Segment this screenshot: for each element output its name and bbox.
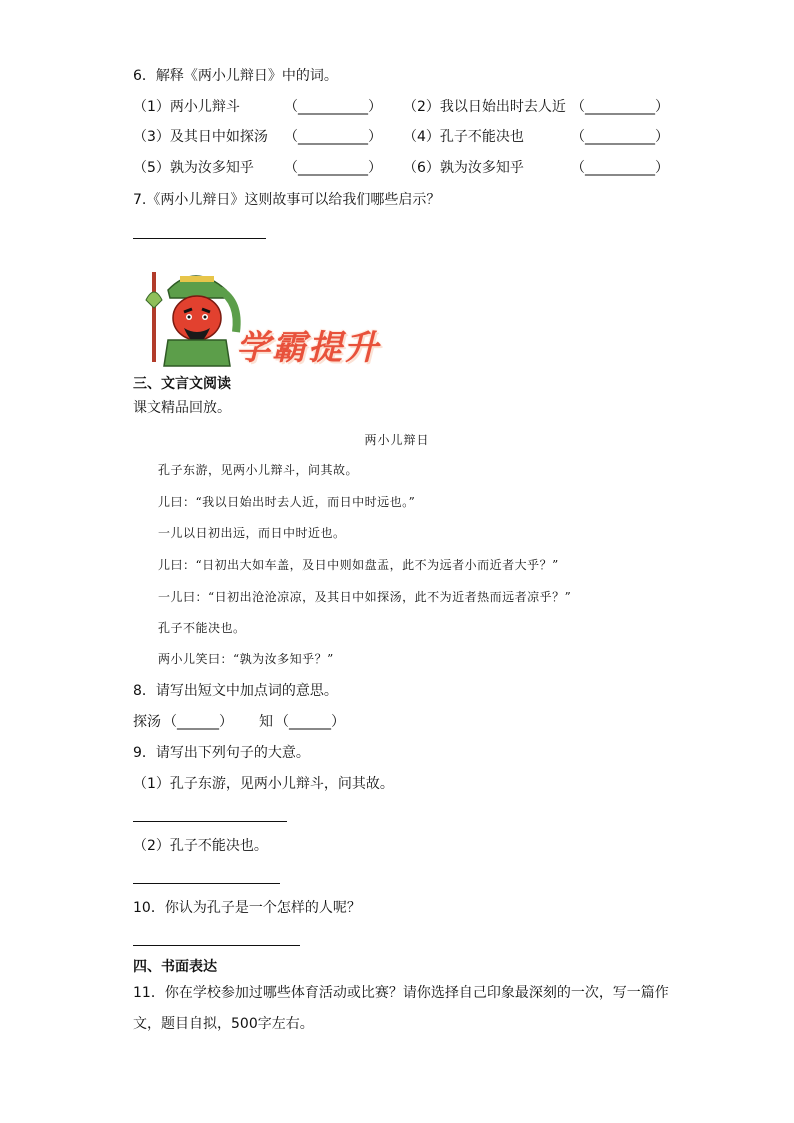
study-boost-banner <box>140 262 425 370</box>
q8-item-2-label: 知 <box>259 714 273 730</box>
q8-item-2-blank[interactable]: （______） <box>275 714 345 730</box>
poem-line: 一儿以日初出远，而日中时近也。 <box>158 526 346 540</box>
section3-title: 三、文言文阅读 <box>133 376 231 392</box>
q6-item-4-blank[interactable]: （__________） <box>571 129 669 145</box>
q9-sub-1: （1）孔子东游，见两小儿辩斗，问其故。 <box>133 776 394 792</box>
q6-item-6-blank[interactable]: （__________） <box>571 160 669 176</box>
section4-title: 四、书面表达 <box>133 959 217 975</box>
q11-line-2: 文，题目自拟，500字左右。 <box>133 1016 314 1032</box>
poem-line: 孔子不能决也。 <box>158 621 246 635</box>
poem-title: 两小儿辩日 <box>364 433 430 447</box>
section3-subtitle: 课文精品回放。 <box>133 400 231 416</box>
poem-line: 一儿曰：“日初出沧沧凉凉，及其日中如探汤，此不为近者热而远者凉乎？” <box>158 590 572 604</box>
q6-item-1-blank[interactable]: （__________） <box>284 99 382 115</box>
q7-answer-line[interactable] <box>133 238 266 239</box>
q6-item-2-blank[interactable]: （__________） <box>571 99 669 115</box>
q9-sub-2: （2）孔子不能决也。 <box>133 838 268 854</box>
q10-title: 10．你认为孔子是一个怎样的人呢？ <box>133 900 361 916</box>
q6-item-6-label: （6）孰为汝多知乎 <box>403 160 524 176</box>
poem-line: 儿曰：“我以日始出时去人近，而日中时远也。” <box>158 495 416 509</box>
q10-answer-line[interactable] <box>133 945 300 946</box>
poem-line: 两小儿笑曰：“孰为汝多知乎？” <box>158 652 334 666</box>
poem-line: 儿曰：“日初出大如车盖，及日中则如盘盂，此不为远者小而近者大乎？” <box>158 558 559 572</box>
q9-sub-1-answer-line[interactable] <box>133 821 287 822</box>
poem-line: 孔子东游，见两小儿辩斗，问其故。 <box>158 463 359 477</box>
q6-item-4-label: （4）孔子不能决也 <box>403 129 524 145</box>
q9-sub-2-answer-line[interactable] <box>133 883 280 884</box>
q6-title: 6．解释《两小儿辩日》中的词。 <box>133 68 338 84</box>
q6-item-5-blank[interactable]: （__________） <box>284 160 382 176</box>
q6-item-2-label: （2）我以日始出时去人近 <box>403 99 566 115</box>
q6-item-5-label: （5）孰为汝多知乎 <box>133 160 254 176</box>
q9-title: 9．请写出下列句子的大意。 <box>133 745 310 761</box>
q6-item-3-label: （3）及其日中如探汤 <box>133 129 268 145</box>
banner-title: 学霸提升 <box>236 328 380 368</box>
q8-title: 8．请写出短文中加点词的意思。 <box>133 683 338 699</box>
guan-yu-cartoon-icon <box>140 262 250 370</box>
q6-item-1-label: （1）两小儿辩斗 <box>133 99 240 115</box>
q11-line-1: 11．你在学校参加过哪些体育活动或比赛？请你选择自己印象最深刻的一次，写一篇作 <box>133 985 669 1001</box>
q6-item-3-blank[interactable]: （__________） <box>284 129 382 145</box>
q8-item-1-label: 探汤 <box>133 714 161 730</box>
q7-title: 7.《两小儿辩日》这则故事可以给我们哪些启示？ <box>133 192 441 208</box>
q8-item-1-blank[interactable]: （______） <box>163 714 233 730</box>
